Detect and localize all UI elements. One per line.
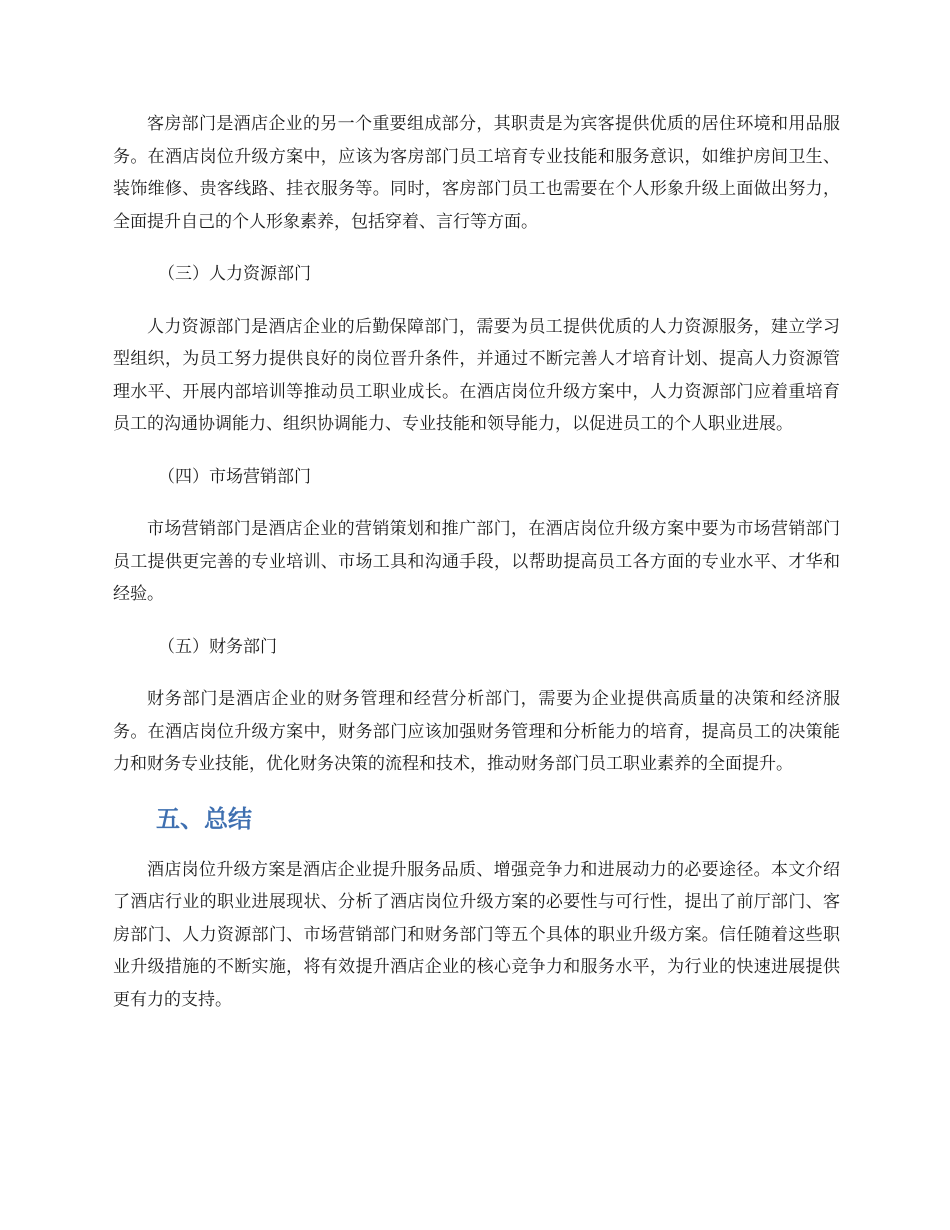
heading-marketing-department: （四）市场营销部门 [158, 466, 311, 487]
heading-finance-department: （五）财务部门 [158, 636, 277, 657]
paragraph-hr-department: 人力资源部门是酒店企业的后勤保障部门，需要为员工提供优质的人力资源服务，建立学习型组织，为员工努力提供良好的岗位晋升条件，并通过不断完善人才培育计划、提高人力资源管理水平、开展内部培训等推动员工职业成长。在酒店岗位升级方案中，人力资源部门应着重培育员工的沟通协调能力、组织协调能力、专业技能和领导能力，以促进员工的个人职业进展。 [113, 316, 840, 434]
paragraph-guest-room: 客房部门是酒店企业的另一个重要组成部分，其职责是为宾客提供优质的居住环境和用品服务。在酒店岗位升级方案中，应该为客房部门员工培育专业技能和服务意识，如维护房间卫生、装饰维修、贵客线路、挂衣服务等。同时，客房部门员工也需要在个人形象升级上面做出努力，全面提升自己的个人形象素养，包括穿着、言行等方面。 [113, 114, 840, 232]
paragraph-summary: 酒店岗位升级方案是酒店企业提升服务品质、增强竞争力和进展动力的必要途径。本文介绍了酒店行业的职业进展现状、分析了酒店岗位升级方案的必要性与可行性，提出了前厅部门、客房部门、人力资源部门、市场营销部门和财务部门等五个具体的职业升级方案。信任随着这些职业升级措施的不断实施，将有效提升酒店企业的核心竞争力和服务水平，为行业的快速进展提供更有力的支持。 [113, 859, 840, 1010]
paragraph-finance-department: 财务部门是酒店企业的财务管理和经营分析部门，需要为企业提供高质量的决策和经济服务。在酒店岗位升级方案中，财务部门应该加强财务管理和分析能力的培育，提高员工的决策能力和财务专业技能，优化财务决策的流程和技术，推动财务部门员工职业素养的全面提升。 [113, 689, 840, 774]
section-title-summary: 五、总结 [156, 804, 252, 833]
heading-hr-department: （三）人力资源部门 [158, 264, 311, 284]
paragraph-marketing-department: 市场营销部门是酒店企业的营销策划和推广部门，在酒店岗位升级方案中要为市场营销部门员工提供更完善的专业培训、市场工具和沟通手段，以帮助提高员工各方面的专业水平、才华和经验。 [113, 519, 840, 604]
document-body [113, 108, 840, 1036]
